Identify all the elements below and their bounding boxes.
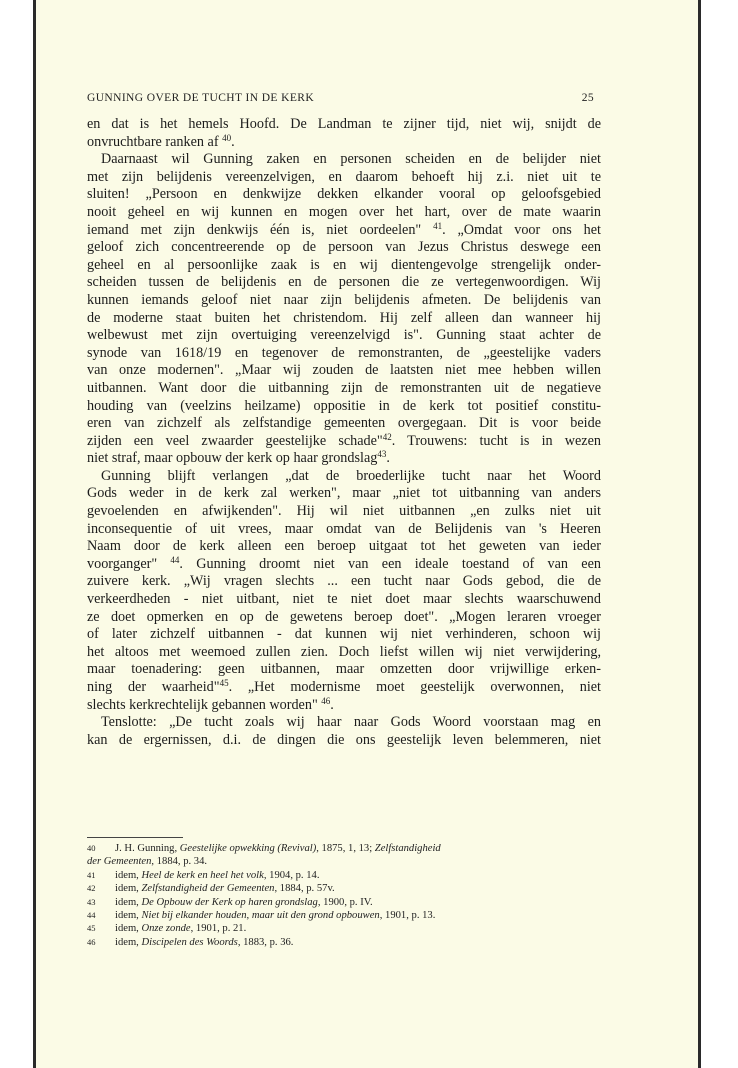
line-text: Tenslotte: „De tucht zoals wij haar naar Gods Woord voorstaan mag en <box>101 714 601 731</box>
footnote-text: , 1883, p. 36. <box>237 936 294 948</box>
text-line <box>87 380 601 398</box>
line-text: of later zichzelf uitbannen - dat kunnen wij niet verhinderen, schoon wij <box>87 626 601 643</box>
line-text-after: . „Het modernisme moet geestelijk overwonnen, niet <box>228 679 601 695</box>
line-text: zijden een veel zwaarder geestelijke schade" <box>87 432 383 449</box>
text-line <box>87 398 601 416</box>
line-text: de moderne staat buiten het christendom. Hij zelf alleen dan wanneer hij <box>87 309 601 326</box>
footnote-rule <box>87 837 183 838</box>
text-line <box>87 661 601 679</box>
footnote-title: Niet bij elkander houden, maar uit den grond opbouwen <box>141 910 380 922</box>
text-line <box>87 310 601 328</box>
footnote-text: , 1900, p. IV. <box>317 896 373 908</box>
line-text: het altoos met weemoed zullen zien. Doch liefst willen wij niet verwijdering, <box>87 643 601 660</box>
text-line <box>87 609 601 627</box>
footnote-continuation <box>87 855 607 868</box>
footnote <box>87 909 607 922</box>
footnote-ref: 43 <box>377 449 387 460</box>
page-header <box>87 92 594 104</box>
text-line <box>87 433 601 451</box>
line-text: en dat is het hemels Hoofd. De Landman te zijner tijd, niet wij, snijdt de <box>87 116 601 132</box>
line-text: kunnen iemands geloof niet naar zijn belijdenis afmeten. De belijdenis van <box>87 291 601 308</box>
text-line <box>87 134 601 152</box>
footnote <box>87 896 607 909</box>
text-line <box>87 169 601 187</box>
text-line <box>87 521 601 539</box>
line-text-after: . Trouwens: tucht is in wezen <box>391 432 601 449</box>
text-line <box>87 274 601 292</box>
footnote <box>87 936 607 949</box>
text-line <box>87 362 601 380</box>
footnote-title: der Gemeenten <box>87 856 152 868</box>
line-text: uitbannen. Want door die uitbanning zijn de remonstranten uit de negatieve <box>87 379 601 396</box>
line-text-after: . <box>231 133 235 150</box>
footnote-number: 44 <box>87 910 96 921</box>
footnote <box>87 869 607 882</box>
line-text-after: . <box>386 450 390 467</box>
text-line <box>87 450 601 468</box>
text-line <box>87 485 601 503</box>
footnote-title: De Opbouw der Kerk op haren grondslag <box>141 896 318 908</box>
text-line <box>87 591 601 609</box>
footnote-title: Heel de kerk en heel het volk <box>141 869 264 881</box>
footnote-number: 42 <box>87 883 96 894</box>
text-line <box>87 222 601 240</box>
footnote <box>87 842 607 855</box>
line-text: nooit geheel en wij kunnen en mogen over het hart, over de mate waarin <box>87 203 601 220</box>
footnote-title: Onze zonde <box>141 923 191 935</box>
text-line <box>87 556 601 574</box>
line-text: van onze modernen". „Maar wij zouden de laatsten niet mee hebben willen <box>87 362 601 379</box>
text-line <box>87 573 601 591</box>
line-text: slechts kerkrechtelijk gebannen worden" <box>87 696 322 713</box>
footnote <box>87 922 607 935</box>
line-text: ze doet opmerken en op de gewetens beroep doet". „Mogen leraren vroeger <box>87 608 601 625</box>
text-line <box>87 538 601 556</box>
footnote-number: 45 <box>87 923 96 934</box>
line-text: niet straf, maar opbouw der kerk op haar grondslag <box>87 450 378 467</box>
line-text: Naam door de kerk alleen een beroep uitgaat tot het geweten van ieder <box>87 538 601 555</box>
line-text: gevoelenden en afwijkenden". Hij wil niet uitbannen „en zulks niet uit <box>87 503 601 520</box>
line-text: kan de ergernissen, d.i. de dingen die ons geestelijk leven belemmeren, niet <box>87 731 601 748</box>
footnote-number: 46 <box>87 936 96 947</box>
line-text: eren van zichzelf als zelfstandige gemeenten overgegaan. Dit is voor beide <box>87 415 601 432</box>
footnote-text: , 1884, p. 34. <box>151 856 208 868</box>
text-line <box>87 292 601 310</box>
text-line <box>87 327 601 345</box>
line-text: scheiden tussen de belijdenis en de personen die ze vertegenwoordigen. Wij <box>87 274 601 291</box>
text-line <box>87 204 601 222</box>
footnote-number: 43 <box>87 896 96 907</box>
line-text: welbewust met zijn overtuiging vereenzelvigd is". Gunning staat achter de <box>87 327 601 344</box>
line-text: voorganger" <box>87 555 171 572</box>
footnote-text: , 1901, p. 21. <box>190 923 247 935</box>
footnote-text: idem, <box>115 923 142 935</box>
text-line <box>87 644 601 662</box>
text-line <box>87 732 601 750</box>
footnote-text: idem, <box>115 883 142 895</box>
footnote-ref: 40 <box>222 132 232 143</box>
line-text: sluiten! „Persoon en denkwijze dekken elkander vooral op geloofsgebied <box>87 186 601 203</box>
footnote-title: Zelfstandigheid der Gemeenten <box>141 883 275 895</box>
footnote-text: , 1875, 1, 13; <box>316 843 375 854</box>
line-text: synode van 1618/19 en tegenover de remonstranten, de „geestelijke vaders <box>87 344 601 361</box>
footnote-ref: 45 <box>219 678 229 688</box>
text-line <box>87 626 601 644</box>
text-line <box>87 257 601 275</box>
line-text-after: . „Omdat voor ons het <box>442 221 601 238</box>
footnote-ref: 44 <box>170 554 180 565</box>
text-line <box>87 151 601 169</box>
footnote-title: Discipelen des Woords <box>141 936 238 948</box>
book-page <box>33 0 701 1068</box>
line-text: iemand met zijn denkwijs één is, niet oordeelen" <box>87 221 434 238</box>
footnote-ref: 46 <box>321 695 331 706</box>
line-text-after: . Gunning droomt niet van een ideale toestand of van een <box>179 555 601 572</box>
footnote-text: , 1884, p. 57v. <box>274 883 335 895</box>
line-text: zuivere kerk. „Wij vragen slechts ... een tucht naar Gods gebod, die de <box>87 573 601 590</box>
footnote-text: , 1904, p. 14. <box>263 869 320 881</box>
line-text: houding van (veelzins heilzame) oppositie in de kerk tot positief constitu- <box>87 397 601 414</box>
footnote-text: idem, <box>115 910 142 922</box>
footnote-ref: 42 <box>382 431 392 442</box>
running-title: GUNNING OVER DE TUCHT IN DE KERK <box>87 92 315 104</box>
line-text: maar toenadering: geen uitbannen, maar omzetten door vrijwillige erken- <box>87 661 601 678</box>
line-text: Daarnaast wil Gunning zaken en personen scheiden en de belijder niet <box>101 151 601 168</box>
line-text: onvruchtbare ranken af <box>87 133 223 150</box>
text-line <box>87 415 601 433</box>
footnote-number: 41 <box>87 869 96 880</box>
line-text: geheel en al persoonlijke zaak is en wij dientengevolge strengelijk onder- <box>87 256 601 273</box>
line-text-after: . <box>330 696 334 713</box>
text-line <box>87 679 601 697</box>
footnote-title: Zelfstandigheid <box>374 843 441 854</box>
footnotes <box>87 842 607 949</box>
line-text: geloof zich concentreerende op de persoon van Jezus Christus deswege een <box>87 239 601 256</box>
text-line <box>87 503 601 521</box>
text-line <box>87 697 601 715</box>
page-number: 25 <box>581 92 594 104</box>
line-text: Gunning blijft verlangen „dat de broederlijke tucht naar het Woord <box>101 467 601 484</box>
footnote-text: idem, <box>115 936 142 948</box>
line-text: met zijn belijdenis vereenzelvigen, en daarom behoeft hij z.i. niet uit te <box>87 168 601 185</box>
line-text: ning der waarheid" <box>87 679 220 695</box>
line-text: verkeerdheden - niet uitbant, niet te niet doet maar slechts waarschuwend <box>87 591 601 608</box>
line-text: Gods weder in de kerk zal werken", maar „niet tot uitbanning van anders <box>87 485 601 502</box>
text-line <box>87 345 601 363</box>
footnote-text: , 1901, p. 13. <box>379 910 436 922</box>
footnote-ref: 41 <box>433 220 443 231</box>
footnote-title: Geestelijke opwekking (Revival) <box>179 843 317 854</box>
footnote-text: idem, <box>115 896 142 908</box>
line-text: inconsequentie of uit vrees, maar omdat van de Belijdenis van 's Heeren <box>87 520 601 537</box>
text-line <box>87 714 601 732</box>
text-line <box>87 186 601 204</box>
text-line <box>87 468 601 486</box>
footnote <box>87 882 607 895</box>
footnote-text: J. H. Gunning, <box>115 843 180 854</box>
text-line <box>87 239 601 257</box>
body-text <box>87 116 601 749</box>
footnote-number: 40 <box>87 843 96 853</box>
footnote-text: idem, <box>115 869 142 881</box>
text-line <box>87 116 601 134</box>
